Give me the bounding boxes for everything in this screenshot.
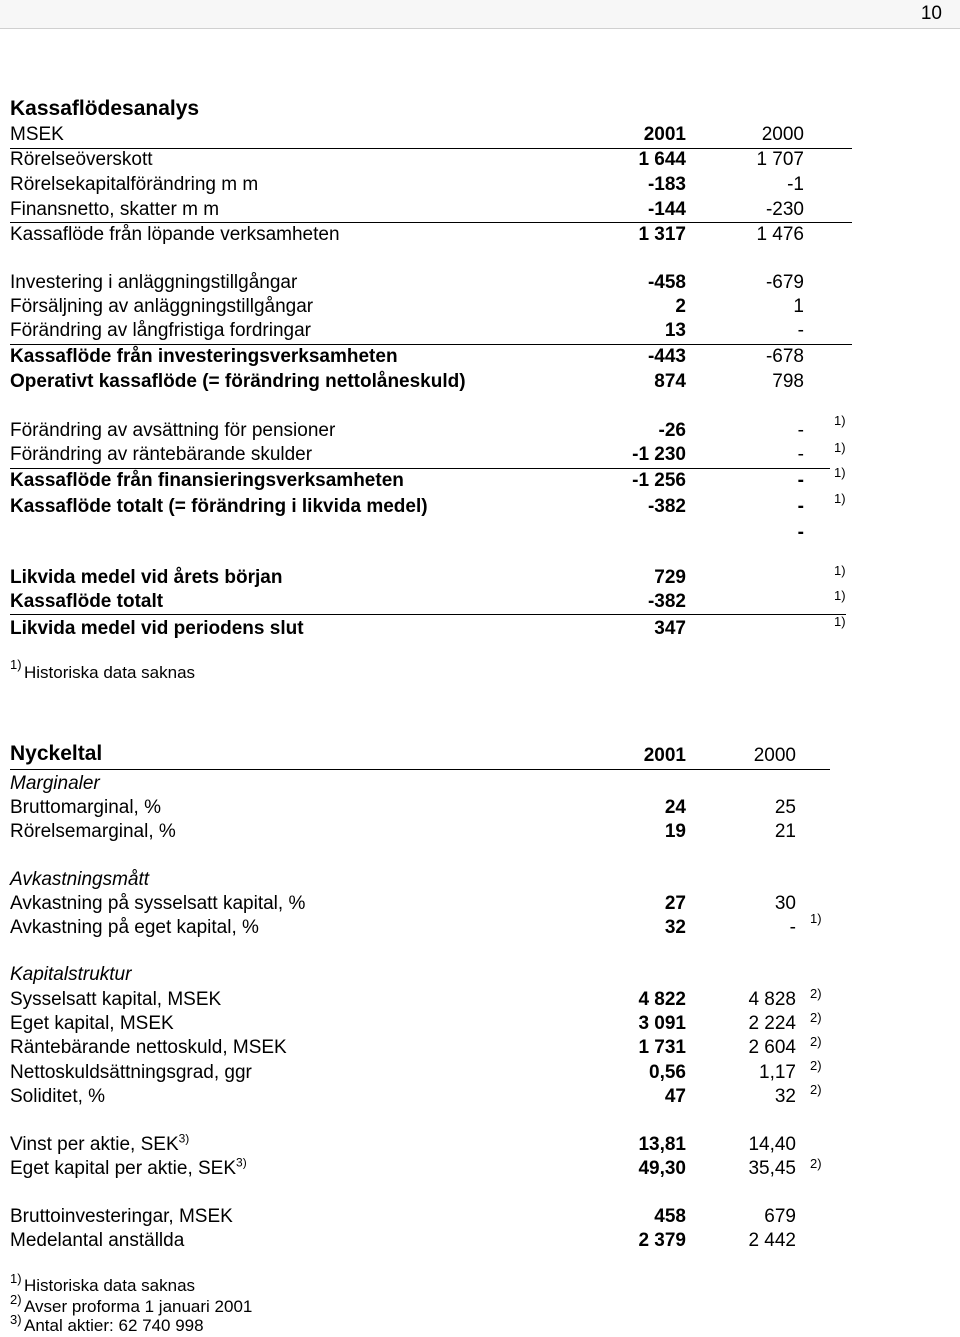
kf-row-note: 2) xyxy=(810,986,822,1001)
cf-row-2001: -1 230 xyxy=(632,444,686,465)
cf-rule xyxy=(10,222,852,223)
kf-section-capital-structure: Kapitalstruktur xyxy=(10,964,132,985)
cf-row-2001: -183 xyxy=(647,174,686,195)
kf-row-note: 2) xyxy=(810,1034,822,1049)
cf-row-2000: -678 xyxy=(765,346,804,367)
cf-row-2000: 798 xyxy=(772,371,804,392)
cf-row-2000: 1 707 xyxy=(756,149,804,170)
kf-row-2000: - xyxy=(789,917,796,938)
cf-footnote-mark: 1) xyxy=(10,657,22,672)
cf-row-2000: 1 476 xyxy=(756,224,804,245)
cf-row-2001: -144 xyxy=(647,199,686,220)
kf-row-2000: 2 604 xyxy=(748,1037,796,1058)
cf-row-2001: -1 256 xyxy=(632,470,686,491)
cf-row-label: Operativt kassaflöde (= förändring nettolåneskuld) xyxy=(10,371,466,392)
kf-row-note: 2) xyxy=(810,1058,822,1073)
kf-row-2001: 0,56 xyxy=(649,1062,686,1083)
cf-row-note: 1) xyxy=(834,440,846,455)
cf-row-note: 1) xyxy=(834,491,846,506)
kf-row-2001: 27 xyxy=(664,893,686,914)
cf-row-label: Rörelsekapitalförändring m m xyxy=(10,174,259,195)
cf-row-label: Likvida medel vid årets början xyxy=(10,567,283,588)
cf-row-2001: -382 xyxy=(647,591,686,612)
cf-rule xyxy=(10,344,852,345)
kf-footnote-mark: 3) xyxy=(10,1312,22,1327)
page-header xyxy=(0,0,960,29)
kf-row-label: Eget kapital per aktie, SEK xyxy=(10,1158,237,1179)
kf-row-label: Nettoskuldsättningsgrad, ggr xyxy=(10,1062,252,1083)
kf-row-2001: 458 xyxy=(654,1206,686,1227)
kf-footnote-text: Historiska data saknas xyxy=(24,1276,196,1295)
kf-row-2000: 14,40 xyxy=(748,1134,796,1155)
cf-row-label: Rörelseöverskott xyxy=(10,149,153,170)
kf-row-2000: 30 xyxy=(774,893,796,914)
cf-row-2001: -382 xyxy=(647,496,686,517)
cf-row-label: Förändring av räntebärande skulder xyxy=(10,444,313,465)
kf-row-label-sup: 3) xyxy=(236,1155,247,1170)
cf-row-label: Investering i anläggningstillgångar xyxy=(10,272,298,293)
kf-row-2001: 13,81 xyxy=(638,1134,686,1155)
kf-row-2000: 21 xyxy=(774,821,796,842)
kf-row-label: Bruttoinvesteringar, MSEK xyxy=(10,1206,233,1227)
cf-row-label: Försäljning av anläggningstillgångar xyxy=(10,296,314,317)
cf-row-2001: 13 xyxy=(664,320,686,341)
cf-row-2000: -230 xyxy=(765,199,804,220)
kf-row-label: Rörelsemarginal, % xyxy=(10,821,176,842)
kf-row-2001: 47 xyxy=(664,1086,686,1107)
kf-row-label: Räntebärande nettoskuld, MSEK xyxy=(10,1037,287,1058)
page-number: 10 xyxy=(920,3,942,24)
kf-section-returns: Avkastningsmått xyxy=(10,869,150,890)
cf-row-label: Kassaflöde från finansieringsverksamheten xyxy=(10,470,404,491)
kf-row-2000: 2 224 xyxy=(748,1013,796,1034)
kf-row-2001: 2 379 xyxy=(638,1230,686,1251)
kf-col-2000: 2000 xyxy=(753,745,796,766)
cf-row-2001: -458 xyxy=(647,272,686,293)
cf-row-note: 1) xyxy=(834,465,846,480)
kf-row-label: Eget kapital, MSEK xyxy=(10,1013,174,1034)
cf-row-2000: - xyxy=(797,470,804,491)
cf-row-note: 1) xyxy=(834,588,846,603)
cf-row-note: 1) xyxy=(834,614,846,629)
cf-row-label: Likvida medel vid periodens slut xyxy=(10,618,304,639)
kf-header-rule xyxy=(10,769,830,770)
cf-row-2001: -443 xyxy=(647,346,686,367)
kf-footnote-mark: 1) xyxy=(10,1271,22,1286)
kf-row-label-eps xyxy=(10,1131,190,1156)
kf-row-2000: 679 xyxy=(764,1206,796,1227)
cf-row-label: Kassaflöde totalt xyxy=(10,591,164,612)
kf-row-2001: 24 xyxy=(664,797,686,818)
cf-row-2000: - xyxy=(797,496,804,517)
cf-row-2001: 874 xyxy=(654,371,686,392)
kf-row-label: Vinst per aktie, SEK xyxy=(10,1134,179,1155)
kf-row-2000: 4 828 xyxy=(748,989,796,1010)
cf-rule xyxy=(10,614,846,615)
cf-row-2001: 1 317 xyxy=(638,224,686,245)
kf-row-2000: 25 xyxy=(774,797,796,818)
kf-row-label-sup: 3) xyxy=(178,1131,190,1146)
cf-row-label: Finansnetto, skatter m m xyxy=(10,199,220,220)
cf-row-label: Kassaflöde från investeringsverksamheten xyxy=(10,346,398,367)
kf-row-2001: 49,30 xyxy=(638,1158,686,1179)
cf-row-label: Förändring av avsättning för pensioner xyxy=(10,420,336,441)
kf-row-label: Avkastning på sysselsatt kapital, % xyxy=(10,893,306,914)
cf-row-2001: 1 644 xyxy=(638,149,686,170)
cf-row-2001: 729 xyxy=(654,567,686,588)
cf-row-label: Kassaflöde totalt (= förändring i likvida medel) xyxy=(10,496,428,517)
kf-footnote-text: Antal aktier: 62 740 998 xyxy=(24,1316,204,1335)
kf-col-2001: 2001 xyxy=(643,745,686,766)
kf-footnote-mark: 2) xyxy=(10,1292,22,1307)
kf-row-label: Soliditet, % xyxy=(10,1086,106,1107)
cf-row-label: Kassaflöde från löpande verksamheten xyxy=(10,224,340,245)
kf-row-2001: 4 822 xyxy=(638,989,686,1010)
kf-row-note: 2) xyxy=(810,1082,822,1097)
kf-row-note: 2) xyxy=(810,1010,822,1025)
kf-row-2000: 1,17 xyxy=(759,1062,796,1083)
cf-row-2000: - xyxy=(797,420,804,441)
kf-row-label: Avkastning på eget kapital, % xyxy=(10,917,259,938)
cf-row-2000: - xyxy=(797,444,804,465)
cf-row-2001: -26 xyxy=(658,420,686,441)
kf-row-2001: 32 xyxy=(664,917,686,938)
cf-row-note: 1) xyxy=(834,563,846,578)
cf-row-2000: 1 xyxy=(793,296,804,317)
kf-row-label: Sysselsatt kapital, MSEK xyxy=(10,989,222,1010)
cf-row-2000: -679 xyxy=(765,272,804,293)
cashflow-col-2000: 2000 xyxy=(761,124,804,145)
cf-row-2000: -1 xyxy=(787,174,804,195)
kf-section-margins: Marginaler xyxy=(10,773,100,794)
kf-row-note: 2) xyxy=(810,1156,822,1171)
cashflow-col-2001: 2001 xyxy=(643,124,686,145)
kf-row-2000: 32 xyxy=(774,1086,796,1107)
cf-row-2000: - xyxy=(797,522,804,543)
kf-footnote-text: Avser proforma 1 januari 2001 xyxy=(24,1297,253,1316)
cf-footnote-text: Historiska data saknas xyxy=(24,663,196,682)
kf-row-2000: 35,45 xyxy=(748,1158,796,1179)
cashflow-unit-label: MSEK xyxy=(10,124,64,145)
cashflow-title: Kassaflödesanalys xyxy=(10,97,200,120)
kf-row-2001: 19 xyxy=(664,821,686,842)
kf-row-2001: 3 091 xyxy=(638,1013,686,1034)
kf-row-note: 1) xyxy=(810,911,822,926)
kf-row-label-equity-per-share xyxy=(10,1155,247,1180)
cf-row-note: 1) xyxy=(834,413,846,428)
cf-row-2001: 2 xyxy=(675,296,686,317)
kf-row-label: Bruttomarginal, % xyxy=(10,797,162,818)
key-figures-title: Nyckeltal xyxy=(10,742,103,765)
cf-row-label: Förändring av långfristiga fordringar xyxy=(10,320,311,341)
kf-row-2000: 2 442 xyxy=(748,1230,796,1251)
cf-row-2000: - xyxy=(797,320,804,341)
cf-rule xyxy=(10,468,830,469)
cf-row-2001: 347 xyxy=(654,618,686,639)
kf-row-label: Medelantal anställda xyxy=(10,1230,185,1251)
kf-row-2001: 1 731 xyxy=(638,1037,686,1058)
